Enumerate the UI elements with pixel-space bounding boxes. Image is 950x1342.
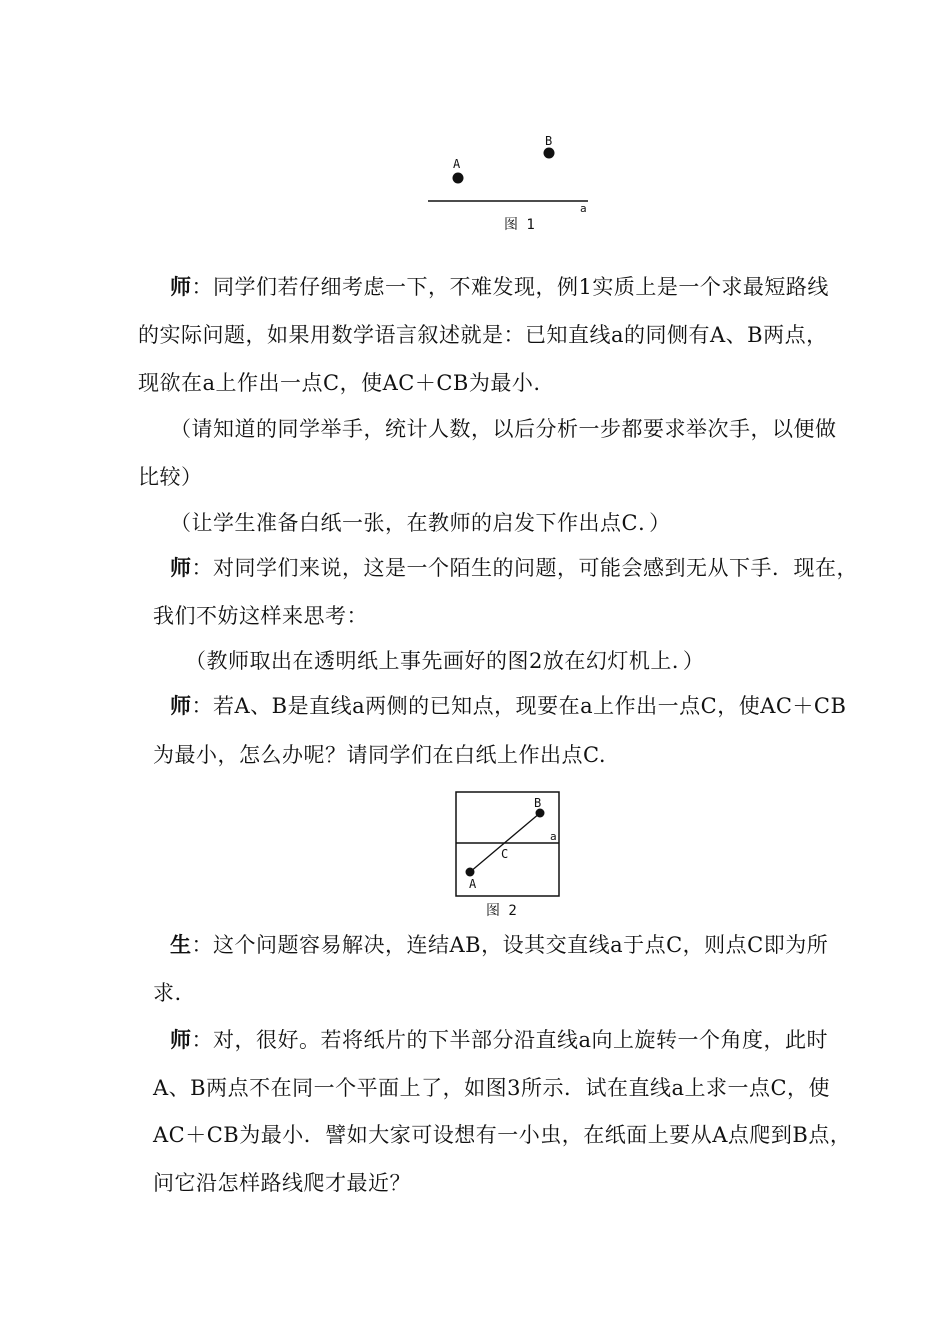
- line-a-label: a: [550, 830, 557, 843]
- paragraph-line: [153, 742, 606, 768]
- paragraph-line: [170, 510, 671, 536]
- point-b: [544, 148, 555, 159]
- line-text: 比较）: [138, 465, 203, 489]
- speaker-label: 师: [170, 1028, 192, 1052]
- point-c-label: C: [501, 847, 509, 861]
- line-text: 问它沿怎样路线爬才最近？: [153, 1171, 411, 1195]
- line-text: ：这个问题容易解决，连结AB，设其交直线a于点C，则点C即为所: [191, 933, 829, 957]
- paragraph-line: [153, 980, 182, 1006]
- line-text: 我们不妨这样来思考：: [153, 604, 368, 628]
- paragraph-line: [170, 555, 858, 581]
- paragraph-line: [138, 464, 203, 490]
- paragraph-line: [153, 1075, 830, 1101]
- point-a: [453, 173, 464, 184]
- speaker-label: 师: [170, 275, 192, 299]
- line-text: ：若A、B是直线a两侧的已知点，现要在a上作出一点C，使AC＋CB: [191, 694, 847, 718]
- point-b-label: B: [545, 134, 553, 148]
- figure-1-caption: 图 1: [504, 217, 535, 233]
- paragraph-line: [185, 648, 704, 674]
- paragraph-line: [153, 1170, 411, 1196]
- point-a-label: A: [469, 877, 477, 891]
- point-a-label: A: [453, 157, 461, 171]
- speaker-label: 生: [170, 933, 192, 957]
- paragraph-line: [153, 603, 368, 629]
- paragraph-line: [153, 1122, 851, 1148]
- line-a-label: a: [580, 202, 587, 215]
- paragraph-line: [138, 370, 541, 396]
- line-text: ：对同学们来说，这是一个陌生的问题，可能会感到无从下手．现在，: [191, 556, 858, 580]
- paragraph-line: [138, 322, 828, 348]
- line-text: 求.: [153, 981, 182, 1005]
- point-a: [466, 868, 475, 877]
- line-text: 现欲在a上作出一点C，使AC＋CB为最小.: [138, 371, 541, 395]
- line-text: 为最小，怎么办呢？请同学们在白纸上作出点C.: [153, 743, 606, 767]
- line-text: A、B两点不在同一个平面上了，如图3所示．试在直线a上求一点C，使: [153, 1076, 831, 1100]
- figure-1: [420, 128, 600, 238]
- paragraph-line: [170, 932, 828, 958]
- figure-2-caption: 图 2: [486, 903, 517, 919]
- line-text: （请知道的同学举手，统计人数，以后分析一步都要求举次手，以便做: [170, 417, 837, 441]
- line-text: （教师取出在透明纸上事先画好的图2放在幻灯机上．）: [185, 649, 705, 673]
- figure-2: [452, 788, 564, 922]
- line-text: ：同学们若仔细考虑一下，不难发现，例1实质上是一个求最短路线: [191, 275, 829, 299]
- line-text: 的实际问题，如果用数学语言叙述就是：已知直线a的同侧有A、B两点，: [138, 323, 828, 347]
- paragraph-line: [170, 274, 829, 300]
- speaker-label: 师: [170, 556, 192, 580]
- paragraph-line: [170, 416, 837, 442]
- line-text: （让学生准备白纸一张，在教师的启发下作出点C．）: [170, 511, 671, 535]
- paragraph-line: [170, 1027, 828, 1053]
- speaker-label: 师: [170, 694, 192, 718]
- line-text: ：对，很好。若将纸片的下半部分沿直线a向上旋转一个角度，此时: [191, 1028, 829, 1052]
- line-text: AC＋CB为最小．譬如大家可设想有一小虫，在纸面上要从A点爬到B点，: [153, 1123, 852, 1147]
- point-b-label: B: [534, 796, 542, 810]
- paragraph-line: [170, 693, 846, 719]
